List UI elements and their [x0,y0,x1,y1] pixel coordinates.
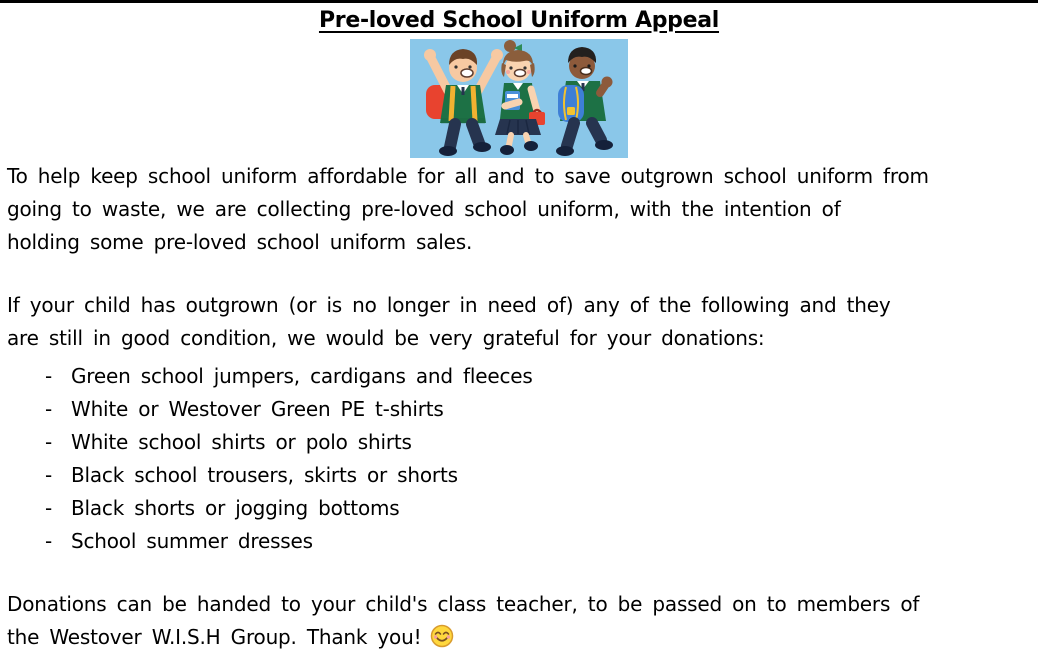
list-item-text: White school shirts or polo shirts [71,430,412,454]
closing-line-text: the Westover W.I.S.H Group. Thank you! [7,625,422,649]
paragraph-donation-request [7,289,1030,355]
list-dash: - [45,529,53,553]
list-item-text: Green school jumpers, cardigans and fleeces [71,364,533,388]
list-item [7,393,1030,426]
list-item [7,459,1030,492]
list-item [7,525,1030,558]
list-item [7,360,1030,393]
top-border-rule [0,0,1038,3]
paragraph-line: going to waste, we are collecting pre-loved school uniform, with the intention of [7,197,841,221]
list-item-text: Black school trousers, skirts or shorts [71,463,458,487]
paragraph-line: are still in good condition, we would be very grateful for your donations: [7,326,765,350]
list-item-text: School summer dresses [71,529,313,553]
paragraph-line: holding some pre-loved school uniform sales. [7,230,473,254]
list-item-text: Black shorts or jogging bottoms [71,496,400,520]
list-item-text: White or Westover Green PE t-shirts [71,397,444,421]
paragraph-line [7,621,1030,652]
paragraph-line: Donations can be handed to your child's class teacher, to be passed on to members of [7,592,920,616]
page-title: Pre-loved School Uniform Appeal [318,8,720,33]
list-dash: - [45,496,53,520]
uniform-clipart-wrap [0,39,1038,158]
children-uniform-clipart-image [410,39,628,158]
paragraph-closing [7,588,1030,652]
list-dash: - [45,397,53,421]
uniform-items-list [7,360,1030,558]
paragraph-line: If your child has outgrown (or is no longer in need of) any of the following and they [7,293,891,317]
list-item [7,492,1030,525]
list-dash: - [45,463,53,487]
list-item [7,426,1030,459]
list-dash: - [45,430,53,454]
paragraph-intro [7,160,1030,259]
smiley-emoji-icon [430,624,454,648]
list-dash: - [45,364,53,388]
paragraph-line: To help keep school uniform affordable for all and to save outgrown school uniform from [7,164,929,188]
